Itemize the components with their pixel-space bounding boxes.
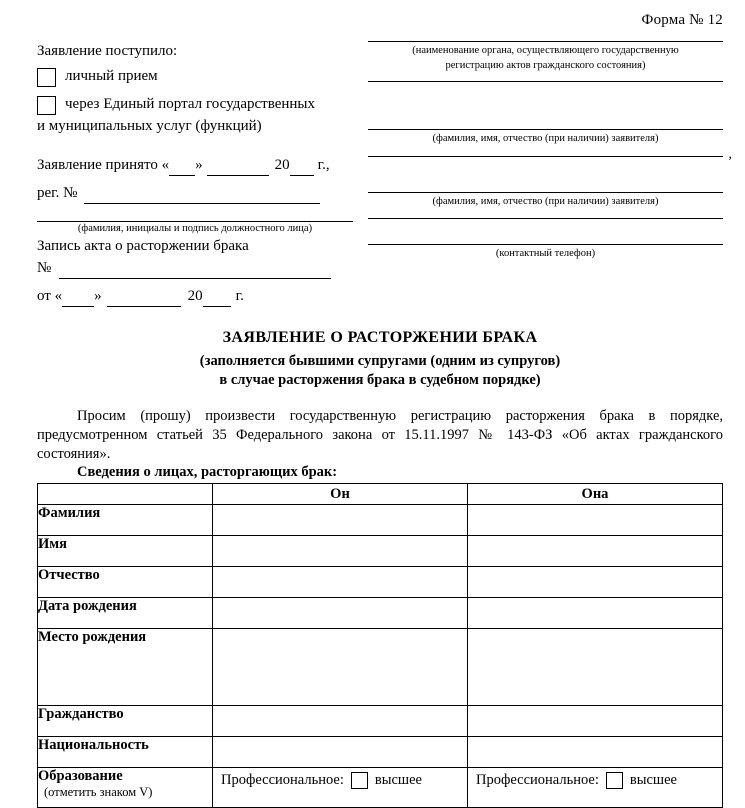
education-suffix-her: высшее (629, 772, 677, 788)
applicant2-rule[interactable] (368, 192, 723, 193)
accepted-prefix: Заявление принято « (37, 157, 170, 173)
act-date-year: 20 (187, 288, 203, 304)
table-row (38, 629, 723, 706)
cell-citizenship-him[interactable] (213, 706, 468, 737)
document-subtitle-line1: (заполняется бывшими супругами (одним из супругов) (199, 353, 561, 369)
act-date-prefix: от « (37, 288, 63, 304)
table-col-him: Он (213, 484, 468, 505)
cell-birthdate-her[interactable] (468, 598, 723, 629)
row-label-education-note: (отметить знаком V) (44, 785, 153, 799)
act-record-label: Запись акта о расторжении брака (37, 238, 249, 254)
accepted-day-field[interactable] (169, 160, 195, 176)
intake-option-personal[interactable] (37, 66, 367, 87)
education-suffix-him: высшее (374, 772, 422, 788)
education-option-him[interactable] (213, 768, 467, 789)
cell-nationality-her[interactable] (468, 737, 723, 768)
cell-birthdate-him[interactable] (213, 598, 468, 629)
table-row (38, 598, 723, 629)
table-col-label (38, 484, 213, 505)
cell-citizenship-her[interactable] (468, 706, 723, 737)
row-label-nationality: Национальность (38, 737, 213, 768)
row-label-birthplace: Место рождения (38, 629, 213, 706)
act-number-label: № (37, 260, 52, 276)
cell-patronymic-her[interactable] (468, 567, 723, 598)
education-prefix-him: Профессиональное: (221, 772, 344, 788)
cell-birthplace-her[interactable] (468, 629, 723, 706)
row-label-patronymic: Отчество (38, 567, 213, 598)
request-paragraph: Просим (прошу) произвести государственную регистрацию расторжения брака в порядке, предусмотренном статьей 35 Федерального закона от 15.11.1997 № 143-ФЗ «Об актах гражданского состояния». (37, 408, 723, 462)
checkbox-personal-reception[interactable] (37, 68, 56, 87)
intake-option-portal-label-2: и муниципальных услуг (функций) (37, 118, 262, 134)
cell-birthplace-him[interactable] (213, 629, 468, 706)
accepted-suffix: г., (317, 157, 330, 173)
applicant2-caption: (фамилия, имя, отчество (при наличии) заявителя) (432, 196, 659, 207)
page-title: ЗАЯВЛЕНИЕ О РАСТОРЖЕНИИ БРАКА (222, 329, 538, 346)
row-label-education-main: Образование (38, 768, 123, 784)
applicant1-second-rule-wrap (368, 147, 732, 162)
checkbox-gosuslugi-portal[interactable] (37, 96, 56, 115)
row-label-firstname: Имя (38, 536, 213, 567)
intake-option-portal[interactable] (37, 94, 367, 115)
act-date-mid: » (94, 288, 102, 304)
table-col-her: Она (468, 484, 723, 505)
official-signature-caption: (фамилия, инициалы и подпись должностного лица) (77, 223, 313, 234)
reg-number-line (37, 183, 367, 204)
intake-block (37, 41, 367, 307)
document-title-block (37, 327, 723, 390)
table-row (38, 536, 723, 567)
accepted-month-field[interactable] (207, 160, 269, 176)
cell-surname-him[interactable] (213, 505, 468, 536)
row-label-birthdate: Дата рождения (38, 598, 213, 629)
authority-block (368, 41, 732, 260)
act-number-line (37, 258, 367, 279)
authority-extra-rule[interactable] (368, 81, 723, 82)
table-row (38, 737, 723, 768)
row-label-surname: Фамилия (38, 505, 213, 536)
accepted-mid: » (195, 157, 203, 173)
act-date-month-field[interactable] (107, 291, 181, 307)
table-row (38, 505, 723, 536)
cell-firstname-her[interactable] (468, 536, 723, 567)
applicant1-comma: , (728, 147, 732, 162)
official-signature-block (37, 221, 367, 235)
education-option-her[interactable] (468, 768, 722, 789)
authority-name-rule[interactable] (368, 41, 723, 42)
act-date-suffix: г. (235, 288, 244, 304)
intake-option-portal-label: через Единый портал государственных (65, 96, 315, 112)
applicant1-rule[interactable] (368, 129, 723, 130)
accepted-year-field[interactable] (290, 160, 314, 176)
table-row (38, 706, 723, 737)
row-label-citizenship: Гражданство (38, 706, 213, 737)
persons-table (37, 483, 723, 808)
authority-caption-line2: регистрацию актов гражданского состояния) (445, 60, 646, 71)
phone-rule[interactable] (368, 244, 723, 245)
act-number-field[interactable] (59, 263, 331, 279)
act-date-line (37, 286, 367, 307)
applicant2-second-rule[interactable] (368, 218, 723, 219)
phone-caption: (контактный телефон) (495, 248, 596, 259)
table-header-row (38, 484, 723, 505)
document-subtitle-line2: в случае расторжения брака в судебном порядке) (219, 372, 541, 388)
reg-number-label: рег. № (37, 185, 78, 201)
checkbox-higher-education-him[interactable] (351, 772, 368, 789)
cell-firstname-him[interactable] (213, 536, 468, 567)
authority-caption-line1: (наименование органа, осуществляющего государственную (412, 45, 679, 56)
cell-surname-her[interactable] (468, 505, 723, 536)
applicant1-second-rule[interactable] (368, 156, 723, 157)
accepted-year: 20 (274, 157, 290, 173)
cell-nationality-him[interactable] (213, 737, 468, 768)
intake-heading: Заявление поступило: (37, 43, 178, 59)
education-prefix-her: Профессиональное: (476, 772, 599, 788)
applicant1-caption: (фамилия, имя, отчество (при наличии) заявителя) (432, 133, 659, 144)
cell-patronymic-him[interactable] (213, 567, 468, 598)
form-number: Форма № 12 (641, 12, 723, 28)
table-row (38, 567, 723, 598)
persons-subheading: Сведения о лицах, расторгающих брак: (77, 464, 338, 480)
accepted-date-line (37, 155, 367, 176)
act-date-year-field[interactable] (203, 291, 231, 307)
act-date-day-field[interactable] (62, 291, 94, 307)
intake-option-personal-label: личный прием (65, 68, 158, 84)
reg-number-field[interactable] (84, 188, 320, 204)
checkbox-higher-education-her[interactable] (606, 772, 623, 789)
